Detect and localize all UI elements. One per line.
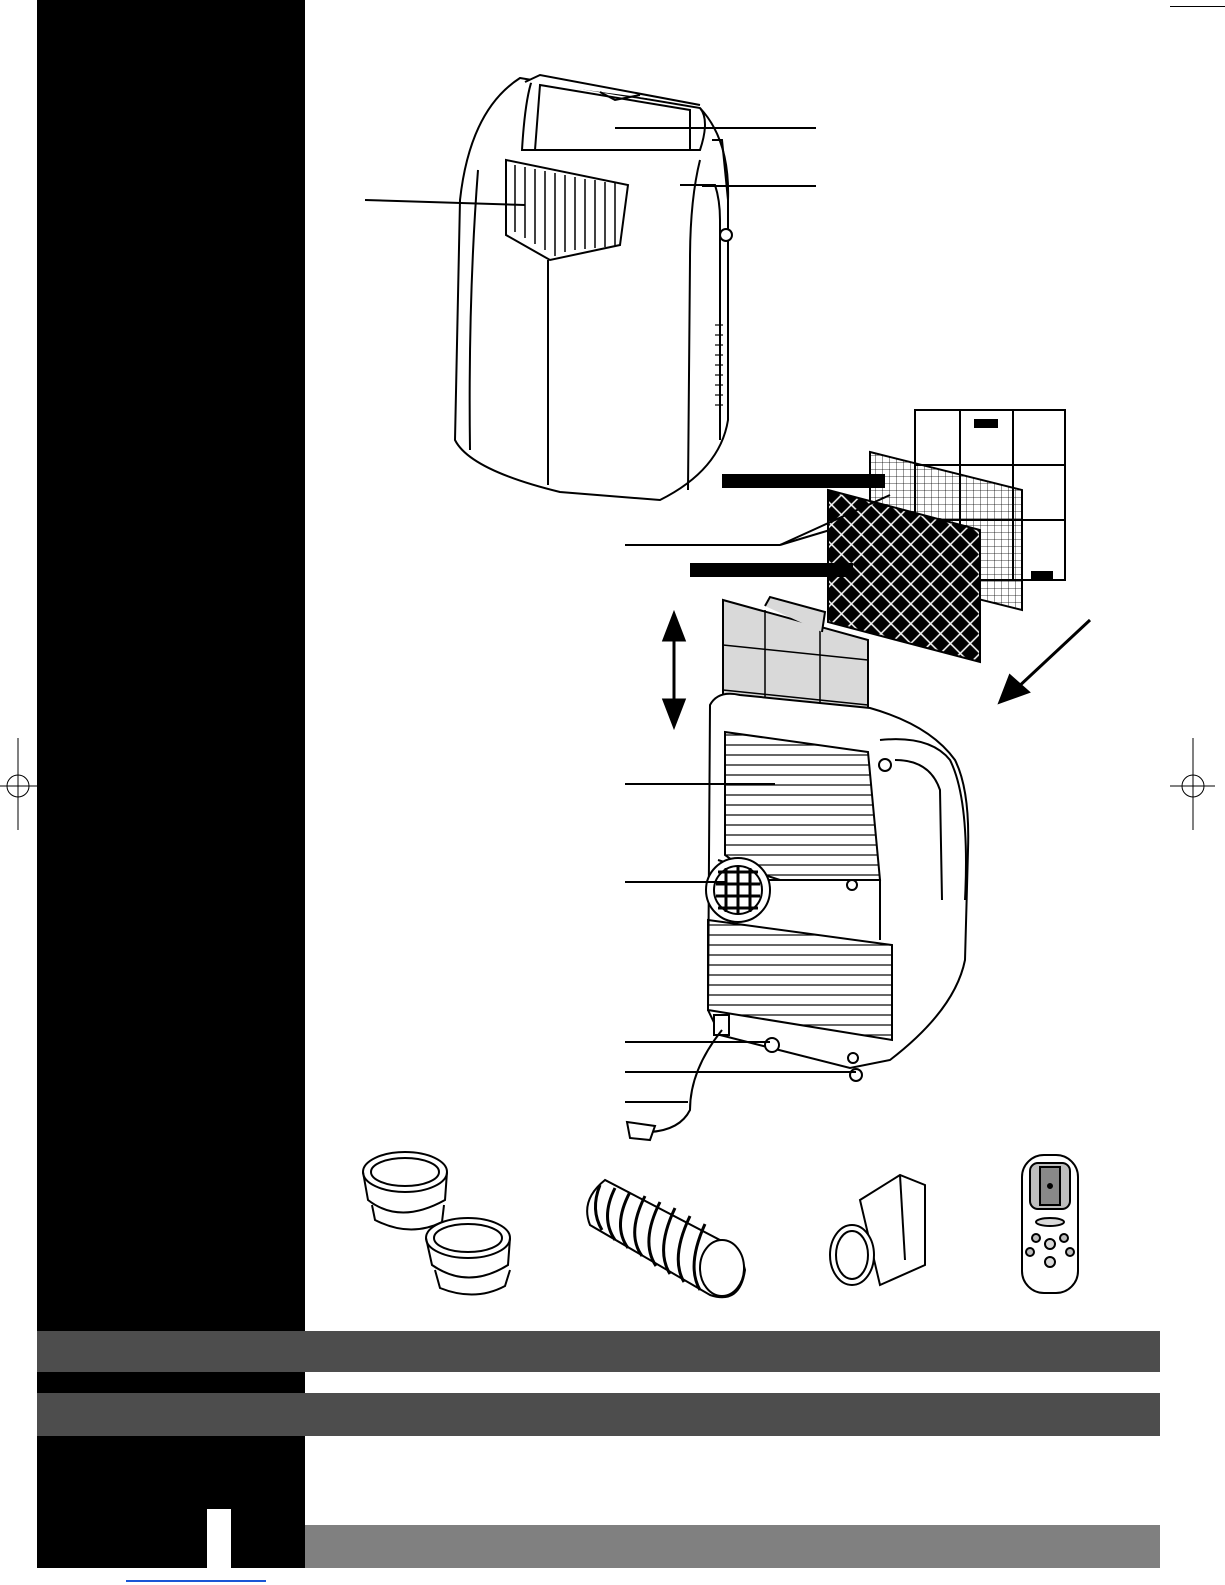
exhaust-hose-icon [587,1180,745,1297]
section-band-2 [37,1393,1160,1436]
label-bar-2 [690,563,853,577]
rear-unit-illustration [627,694,968,1140]
section-band-1 [37,1331,1160,1372]
bottom-link-underline [126,1580,266,1582]
exhaust-adapters-icon [363,1152,510,1295]
window-nozzle-icon [830,1175,925,1285]
registration-mark-right [1170,738,1215,830]
registration-mark-left [0,738,38,830]
front-unit-illustration [455,75,732,500]
label-bar-1 [722,474,885,488]
section-band-3 [305,1525,1160,1568]
remote-control-icon [1022,1155,1078,1293]
page-number-tab [207,1509,231,1568]
